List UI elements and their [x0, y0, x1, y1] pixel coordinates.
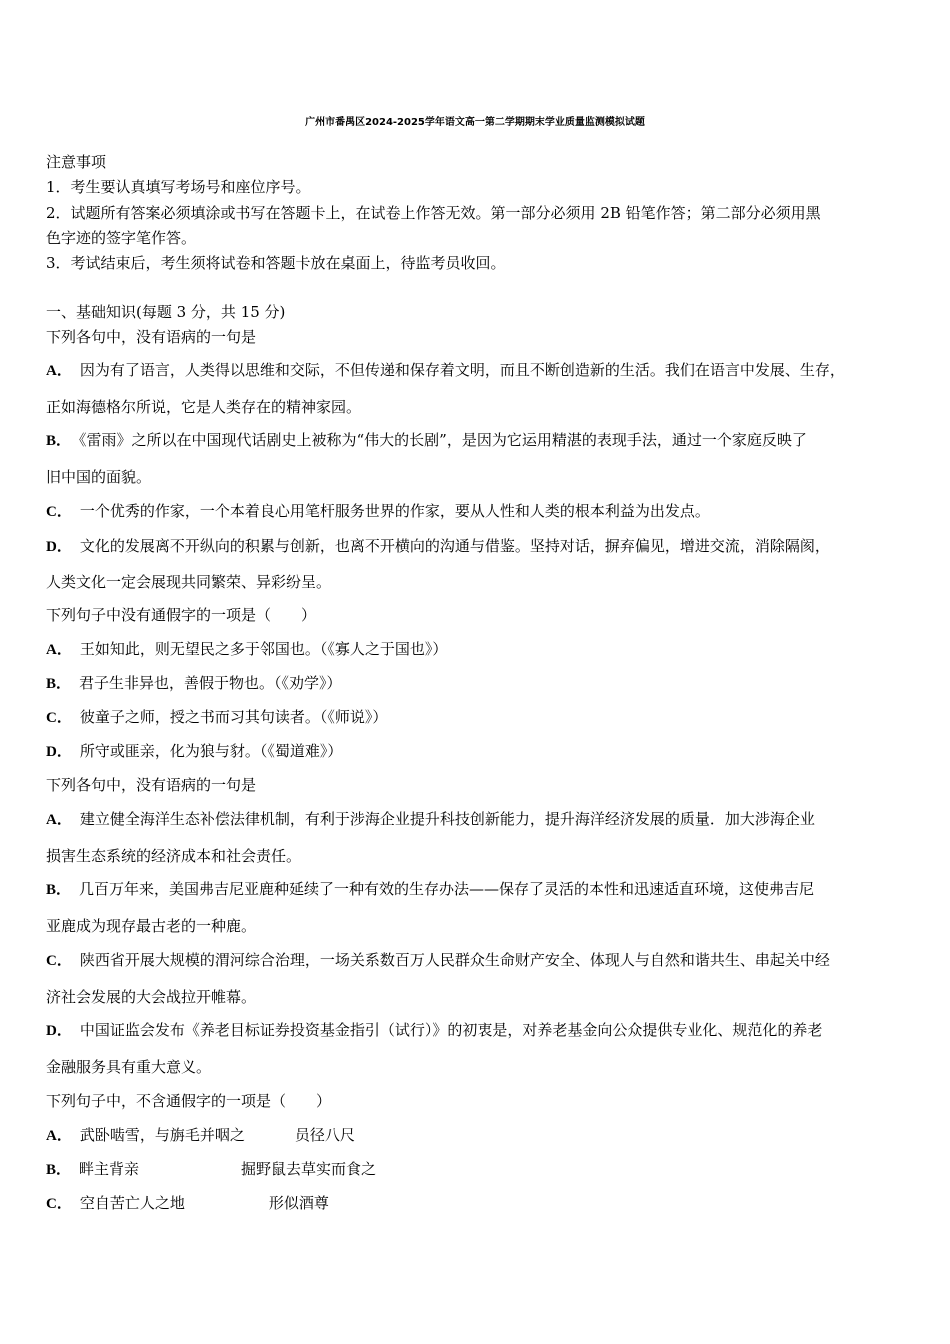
option-label: D． [46, 744, 72, 760]
question-stem: 下列各句中，没有语病的一句是 [46, 776, 257, 794]
option-text: 空自苦亡人之地 [79, 1194, 185, 1212]
option-label: A． [46, 812, 72, 828]
option-b [46, 430, 807, 451]
notice-item: 色字迹的签字笔作答。 [46, 229, 197, 247]
option-text-cont: 人类文化一定会展现共同繁荣、异彩纷呈。 [46, 573, 332, 591]
section-heading: 一、基础知识(每题 3 分，共 15 分) [46, 303, 286, 321]
option-a [46, 639, 447, 660]
option-label: B． [46, 433, 72, 449]
option-text: 彼童子之师，授之书而习其句读者。（《师说》） [79, 708, 388, 726]
option-label: C． [46, 710, 72, 726]
option-text-cont: 正如海德格尔所说，它是人类存在的精神家园。 [46, 398, 362, 416]
option-text: 王如知此，则无望民之多于邻国也。（《寡人之于国也》） [79, 640, 448, 658]
option-text: 《雷雨》之所以在中国现代话剧史上被称为“伟大的长剧”，是因为它运用精湛的表现手法，通过一个家庭反映了 [79, 431, 807, 449]
option-text: 文化的发展离不开纵向的积累与创新，也离不开横向的沟通与借鉴。坚持对话，摒弃偏见，增进交流，消除隔阂， [79, 537, 830, 555]
option-label: A． [46, 642, 72, 658]
option-c [46, 707, 387, 728]
option-b [46, 879, 814, 900]
notice-item: 2．试题所有答案必须填涂或书写在答题卡上，在试卷上作答无效。第一部分必须用 2B 铅笔作答；第二部分必须用黑 [46, 204, 821, 222]
question-stem: 下列各句中，没有语病的一句是 [46, 328, 257, 346]
option-label: B． [46, 1162, 72, 1178]
notice-heading: 注意事项 [46, 153, 107, 171]
option-c [46, 501, 710, 522]
option-b [46, 1159, 376, 1180]
option-text: 一个优秀的作家，一个本着良心用笔杆服务世界的作家，要从人性和人类的根本利益为出发点。 [79, 502, 710, 520]
option-text: 所守或匪亲，化为狼与豺。（《蜀道难》） [79, 742, 343, 760]
option-text-cont: 金融服务具有重大意义。 [46, 1058, 212, 1076]
option-label: D． [46, 1023, 72, 1039]
option-label: A． [46, 1128, 72, 1144]
notice-item: 1．考生要认真填写考场号和座位序号。 [46, 178, 311, 196]
option-c [46, 950, 830, 971]
option-d [46, 741, 342, 762]
option-label: D． [46, 539, 72, 555]
option-text: 畔主背亲 [79, 1160, 140, 1178]
option-label: A． [46, 363, 72, 379]
option-text: 陕西省开展大规模的渭河综合治理，一场关系数百万人民群众生命财产安全、体现人与自然和谐共生、串起关中经 [79, 951, 830, 969]
page-title: 广州市番禺区2024-2025学年语文高一第二学期期末学业质量监测模拟试题 [305, 117, 645, 128]
option-text: 员径八尺 [294, 1126, 355, 1144]
option-d [46, 1020, 822, 1041]
option-text-cont: 旧中国的面貌。 [46, 468, 152, 486]
option-text: 因为有了语言，人类得以思维和交际，不但传递和保存着文明，而且不断创造新的生活。我们在语言中发展、生存， [79, 361, 845, 379]
option-label: B． [46, 676, 72, 692]
option-text: 掘野鼠去草实而食之 [241, 1160, 377, 1178]
option-text: 君子生非异也，善假于物也。（《劝学》） [79, 674, 342, 692]
option-text: 建立健全海洋生态补偿法律机制，有利于涉海企业提升科技创新能力，提升海洋经济发展的质量．加大涉海企业 [79, 810, 815, 828]
option-b [46, 673, 342, 694]
option-text: 中国证监会发布《养老目标证券投资基金指引（试行）》的初衷是，对养老基金向公众提供专业化、规范化的养老 [79, 1021, 823, 1039]
option-a [46, 1125, 355, 1146]
question-stem: 下列句子中，不含通假字的一项是（ ） [46, 1092, 332, 1110]
option-a [46, 360, 845, 381]
question-stem: 下列句子中没有通假字的一项是（ ） [46, 606, 317, 624]
option-text: 形似酒尊 [268, 1194, 329, 1212]
option-c [46, 1193, 329, 1214]
option-label: C． [46, 504, 72, 520]
option-a [46, 809, 815, 830]
option-label: B． [46, 882, 72, 898]
option-text-cont: 亚鹿成为现存最古老的一种鹿。 [46, 917, 257, 935]
option-label: C． [46, 1196, 72, 1212]
option-label: C． [46, 953, 72, 969]
option-text: 几百万年来，美国弗吉尼亚鹿种延续了一种有效的生存办法——保存了灵活的本性和迅速适直环境，这使弗吉尼 [79, 880, 815, 898]
option-text-cont: 济社会发展的大会战拉开帷幕。 [46, 988, 257, 1006]
option-text-cont: 损害生态系统的经济成本和社会责任。 [46, 847, 302, 865]
option-text: 武卧啮雪，与旃毛并咽之 [79, 1126, 245, 1144]
option-d [46, 536, 830, 557]
notice-item: 3．考试结束后，考生须将试卷和答题卡放在桌面上，待监考员收回。 [46, 254, 506, 272]
